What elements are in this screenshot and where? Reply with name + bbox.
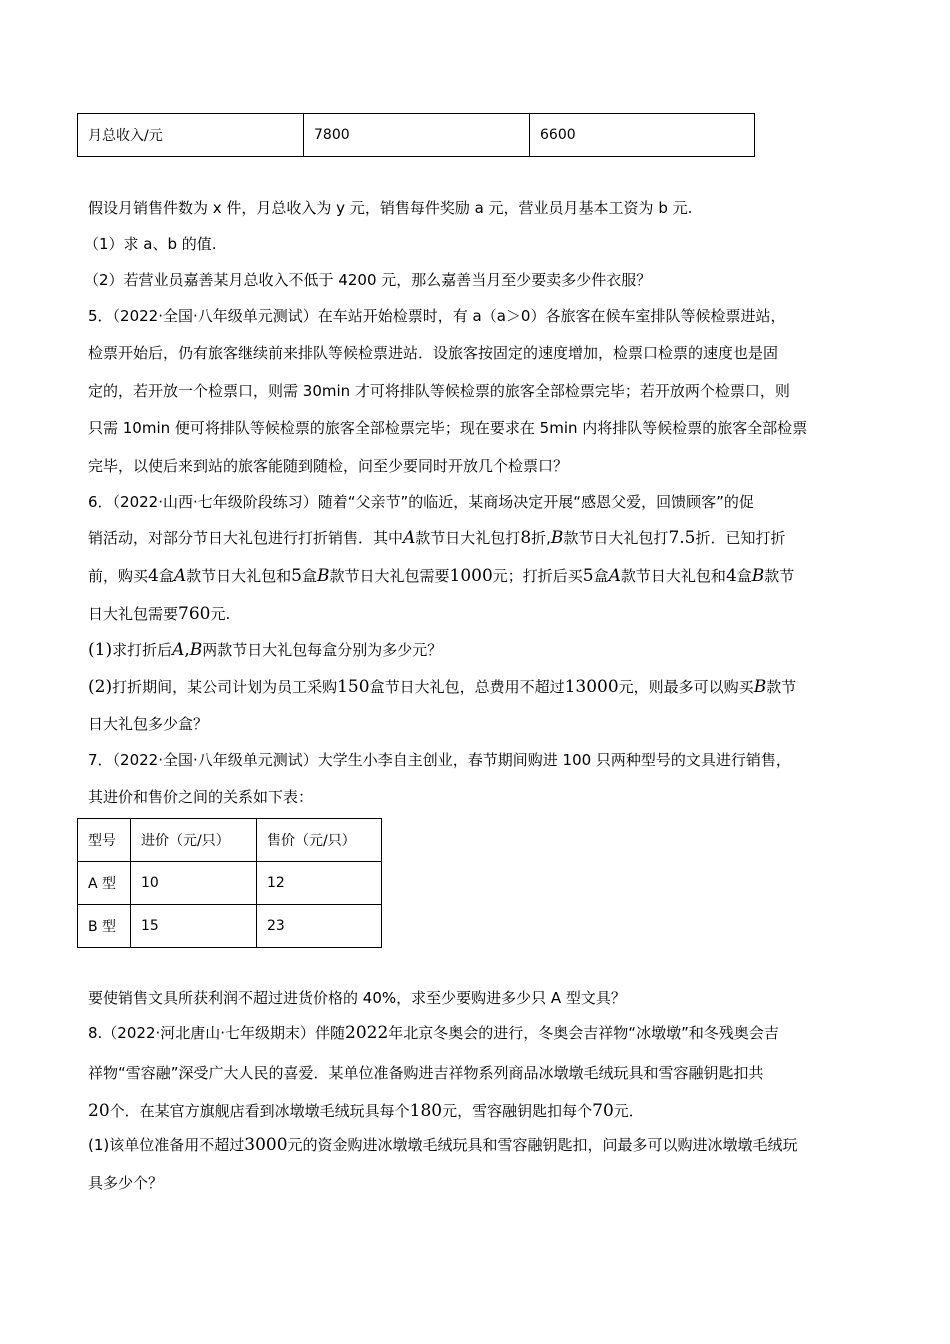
table-row	[78, 905, 382, 948]
problem8-line3: 20个．在某官方旗舰店看到冰墩墩毛绒玩具每个180元，雪容融钥匙扣每个70元．	[88, 1101, 644, 1121]
price-table	[77, 818, 382, 948]
table-cell: 23	[257, 905, 382, 948]
table-cell: 10	[131, 862, 257, 905]
table-cell: 月总收入/元	[78, 114, 304, 157]
problem6-line3: 前，购买4盒A款节日大礼包和5盒B款节日大礼包需要1000元；打折后买5盒A款节日大礼包和4盒B款节	[88, 566, 795, 586]
table-header: 型号	[78, 819, 131, 862]
problem6-q1: (1)求打折后A,B两款节日大礼包每盒分别为多少元？	[88, 640, 443, 660]
table-header-row	[78, 819, 382, 862]
table-cell: 7800	[304, 114, 530, 157]
table-cell: 6600	[530, 114, 755, 157]
table-cell: 15	[131, 905, 257, 948]
table-cell: B 型	[78, 905, 131, 948]
problem6-line4: 日大礼包需要760元.	[88, 604, 231, 624]
table-row	[78, 114, 755, 157]
problem7-line2: 其进价和售价之间的关系如下表：	[88, 788, 314, 806]
table-cell: 12	[257, 862, 382, 905]
table-cell: A 型	[78, 862, 131, 905]
problem8-q1-cont: 具多少个？	[88, 1174, 164, 1192]
problem5-line5: 完毕，以使后来到站的旅客能随到随检，问至少要同时开放几个检票口？	[88, 457, 569, 475]
table-header: 售价（元/只）	[257, 819, 382, 862]
problem8-line1: 8.（2022·河北唐山·七年级期末）伴随2022年北京冬奥会的进行，冬奥会吉祥物“冰墩墩”和冬残奥会吉	[88, 1023, 779, 1043]
problem6-line2: 销活动，对部分节日大礼包进行打折销售．其中A款节日大礼包打8折,B款节日大礼包打7.5折．已知打折	[88, 528, 786, 548]
income-table	[77, 113, 755, 157]
problem8-q1: (1)该单位准备用不超过3000元的资金购进冰墩墩毛绒玩具和雪容融钥匙扣，问最多可以购进冰墩墩毛绒玩	[88, 1135, 798, 1155]
problem6-q2: (2)打折期间，某公司计划为员工采购150盒节日大礼包，总费用不超过13000元，则最多可以购买B款节	[88, 677, 797, 697]
problem4-q1: （1）求 a、b 的值.	[84, 235, 217, 253]
problem8-line2: 祥物“雪容融”深受广大人民的喜爱．某单位准备购进吉祥物系列商品冰墩墩毛绒玩具和雪容融钥匙扣共	[88, 1064, 764, 1082]
problem4-q2: （2）若营业员嘉善某月总收入不低于 4200 元，那么嘉善当月至少要卖多少件衣服？	[84, 271, 652, 289]
problem5-line3: 定的，若开放一个检票口，则需 30min 才可将排队等候检票的旅客全部检票完毕；若开放两个检票口，则	[88, 382, 790, 400]
problem5-line2: 检票开始后，仍有旅客继续前来排队等候检票进站．设旅客按固定的速度增加，检票口检票的速度也是固	[88, 344, 779, 362]
problem4-intro: 假设月销售件数为 x 件，月总收入为 y 元，销售每件奖励 a 元，营业员月基本工资为 b 元.	[88, 199, 693, 217]
table-header: 进价（元/只）	[131, 819, 257, 862]
problem7-question: 要使销售文具所获利润不超过进货价格的 40%，求至少要购进多少只 A 型文具？	[88, 989, 626, 1007]
problem6-q2-cont: 日大礼包多少盒？	[88, 715, 209, 733]
problem5-line1: 5．（2022·全国·八年级单元测试）在车站开始检票时，有 a（a＞0）各旅客在候车室排队等候检票进站，	[88, 307, 786, 325]
problem7-line1: 7．（2022·全国·八年级单元测试）大学生小李自主创业，春节期间购进 100 只两种型号的文具进行销售，	[88, 751, 791, 769]
problem5-line4: 只需 10min 便可将排队等候检票的旅客全部检票完毕；现在要求在 5min 内将排队等候检票的旅客全部检票	[88, 419, 808, 437]
table-row	[78, 862, 382, 905]
problem6-line1: 6．（2022·山西·七年级阶段练习）随着“父亲节”的临近，某商场决定开展“感恩父爱，回馈顾客”的促	[88, 493, 754, 511]
